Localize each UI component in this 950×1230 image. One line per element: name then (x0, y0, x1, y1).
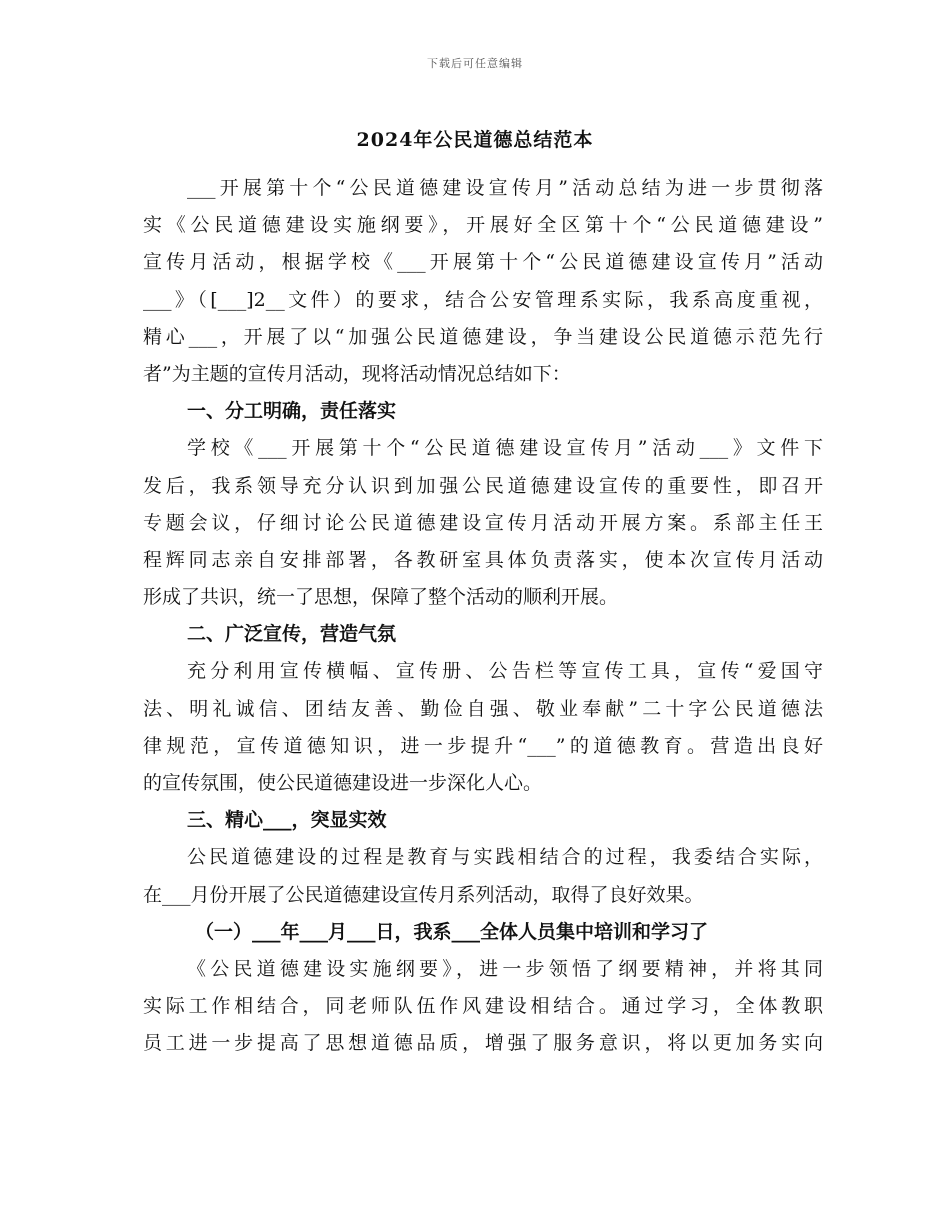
paragraph-line: 学校《___开展第十个“公民道德建设宣传月”活动___》文件下 (187, 437, 823, 460)
paragraph-line: 在___月份开展了公民道德建设宣传月系列活动，取得了良好效果。 (143, 883, 704, 906)
paragraph-line: ___》（[___]2__文件）的要求，结合公安管理系实际，我系高度重视， (143, 288, 823, 311)
section-heading-2: 二、广泛宣传，营造气氛 (187, 623, 397, 646)
paragraph-line: 法、明礼诚信、团结友善、勤俭自强、敬业奉献”二十字公民道德法 (143, 697, 823, 720)
section-heading-3: 三、精心___，突显实效 (187, 809, 387, 832)
paragraph-line: 专题会议，仔细讨论公民道德建设宣传月活动开展方案。系部主任王 (143, 511, 823, 534)
paragraph-line: 《公民道德建设实施纲要》，进一步领悟了纲要精神，并将其同 (187, 957, 823, 980)
document-title: 2024年公民道德总结范本 (356, 129, 594, 151)
paragraph-line: 者”为主题的宣传月活动，现将活动情况总结如下： (143, 362, 571, 385)
paragraph-line: 律规范，宣传道德知识，进一步提升“___”的道德教育。营造出良好 (143, 734, 823, 757)
paragraph-line: 精心___，开展了以“加强公民道德建设，争当建设公民道德示范先行 (143, 325, 823, 348)
paragraph-line: 形成了共识，统一了思想，保障了整个活动的顺利开展。 (143, 586, 619, 609)
section-heading-1: 一、分工明确，责任落实 (187, 400, 397, 423)
document-body (143, 170, 823, 1063)
paragraph-line: 充分利用宣传横幅、宣传册、公告栏等宣传工具，宣传“爱国守 (187, 660, 823, 683)
paragraph-line: 实《公民道德建设实施纲要》，开展好全区第十个“公民道德建设” (143, 214, 823, 237)
paragraph-line: 的宣传氛围，使公民道德建设进一步深化人心。 (143, 772, 543, 794)
paragraph-line: 实际工作相结合，同老师队伍作风建设相结合。通过学习，全体教职 (143, 995, 823, 1018)
paragraph-line: 发后，我系领导充分认识到加强公民道德建设宣传的重要性，即召开 (143, 474, 823, 497)
paragraph-line: 公民道德建设的过程是教育与实践相结合的过程，我委结合实际， (187, 846, 823, 869)
subsection-heading-1: （一）___年___月___日，我系___全体人员集中培训和学习了 (195, 920, 709, 943)
paragraph-line: 程辉同志亲自安排部署，各教研室具体负责落实，使本次宣传月活动 (143, 548, 823, 571)
paragraph-line: 宣传月活动，根据学校《___开展第十个“公民道德建设宣传月”活动 (143, 251, 823, 274)
paragraph-line: 员工进一步提高了思想道德品质，增强了服务意识，将以更加务实向 (143, 1032, 823, 1055)
paragraph-line: ___开展第十个“公民道德建设宣传月”活动总结为进一步贯彻落 (187, 177, 823, 199)
header-note: 下载后可任意编辑 (427, 57, 523, 70)
